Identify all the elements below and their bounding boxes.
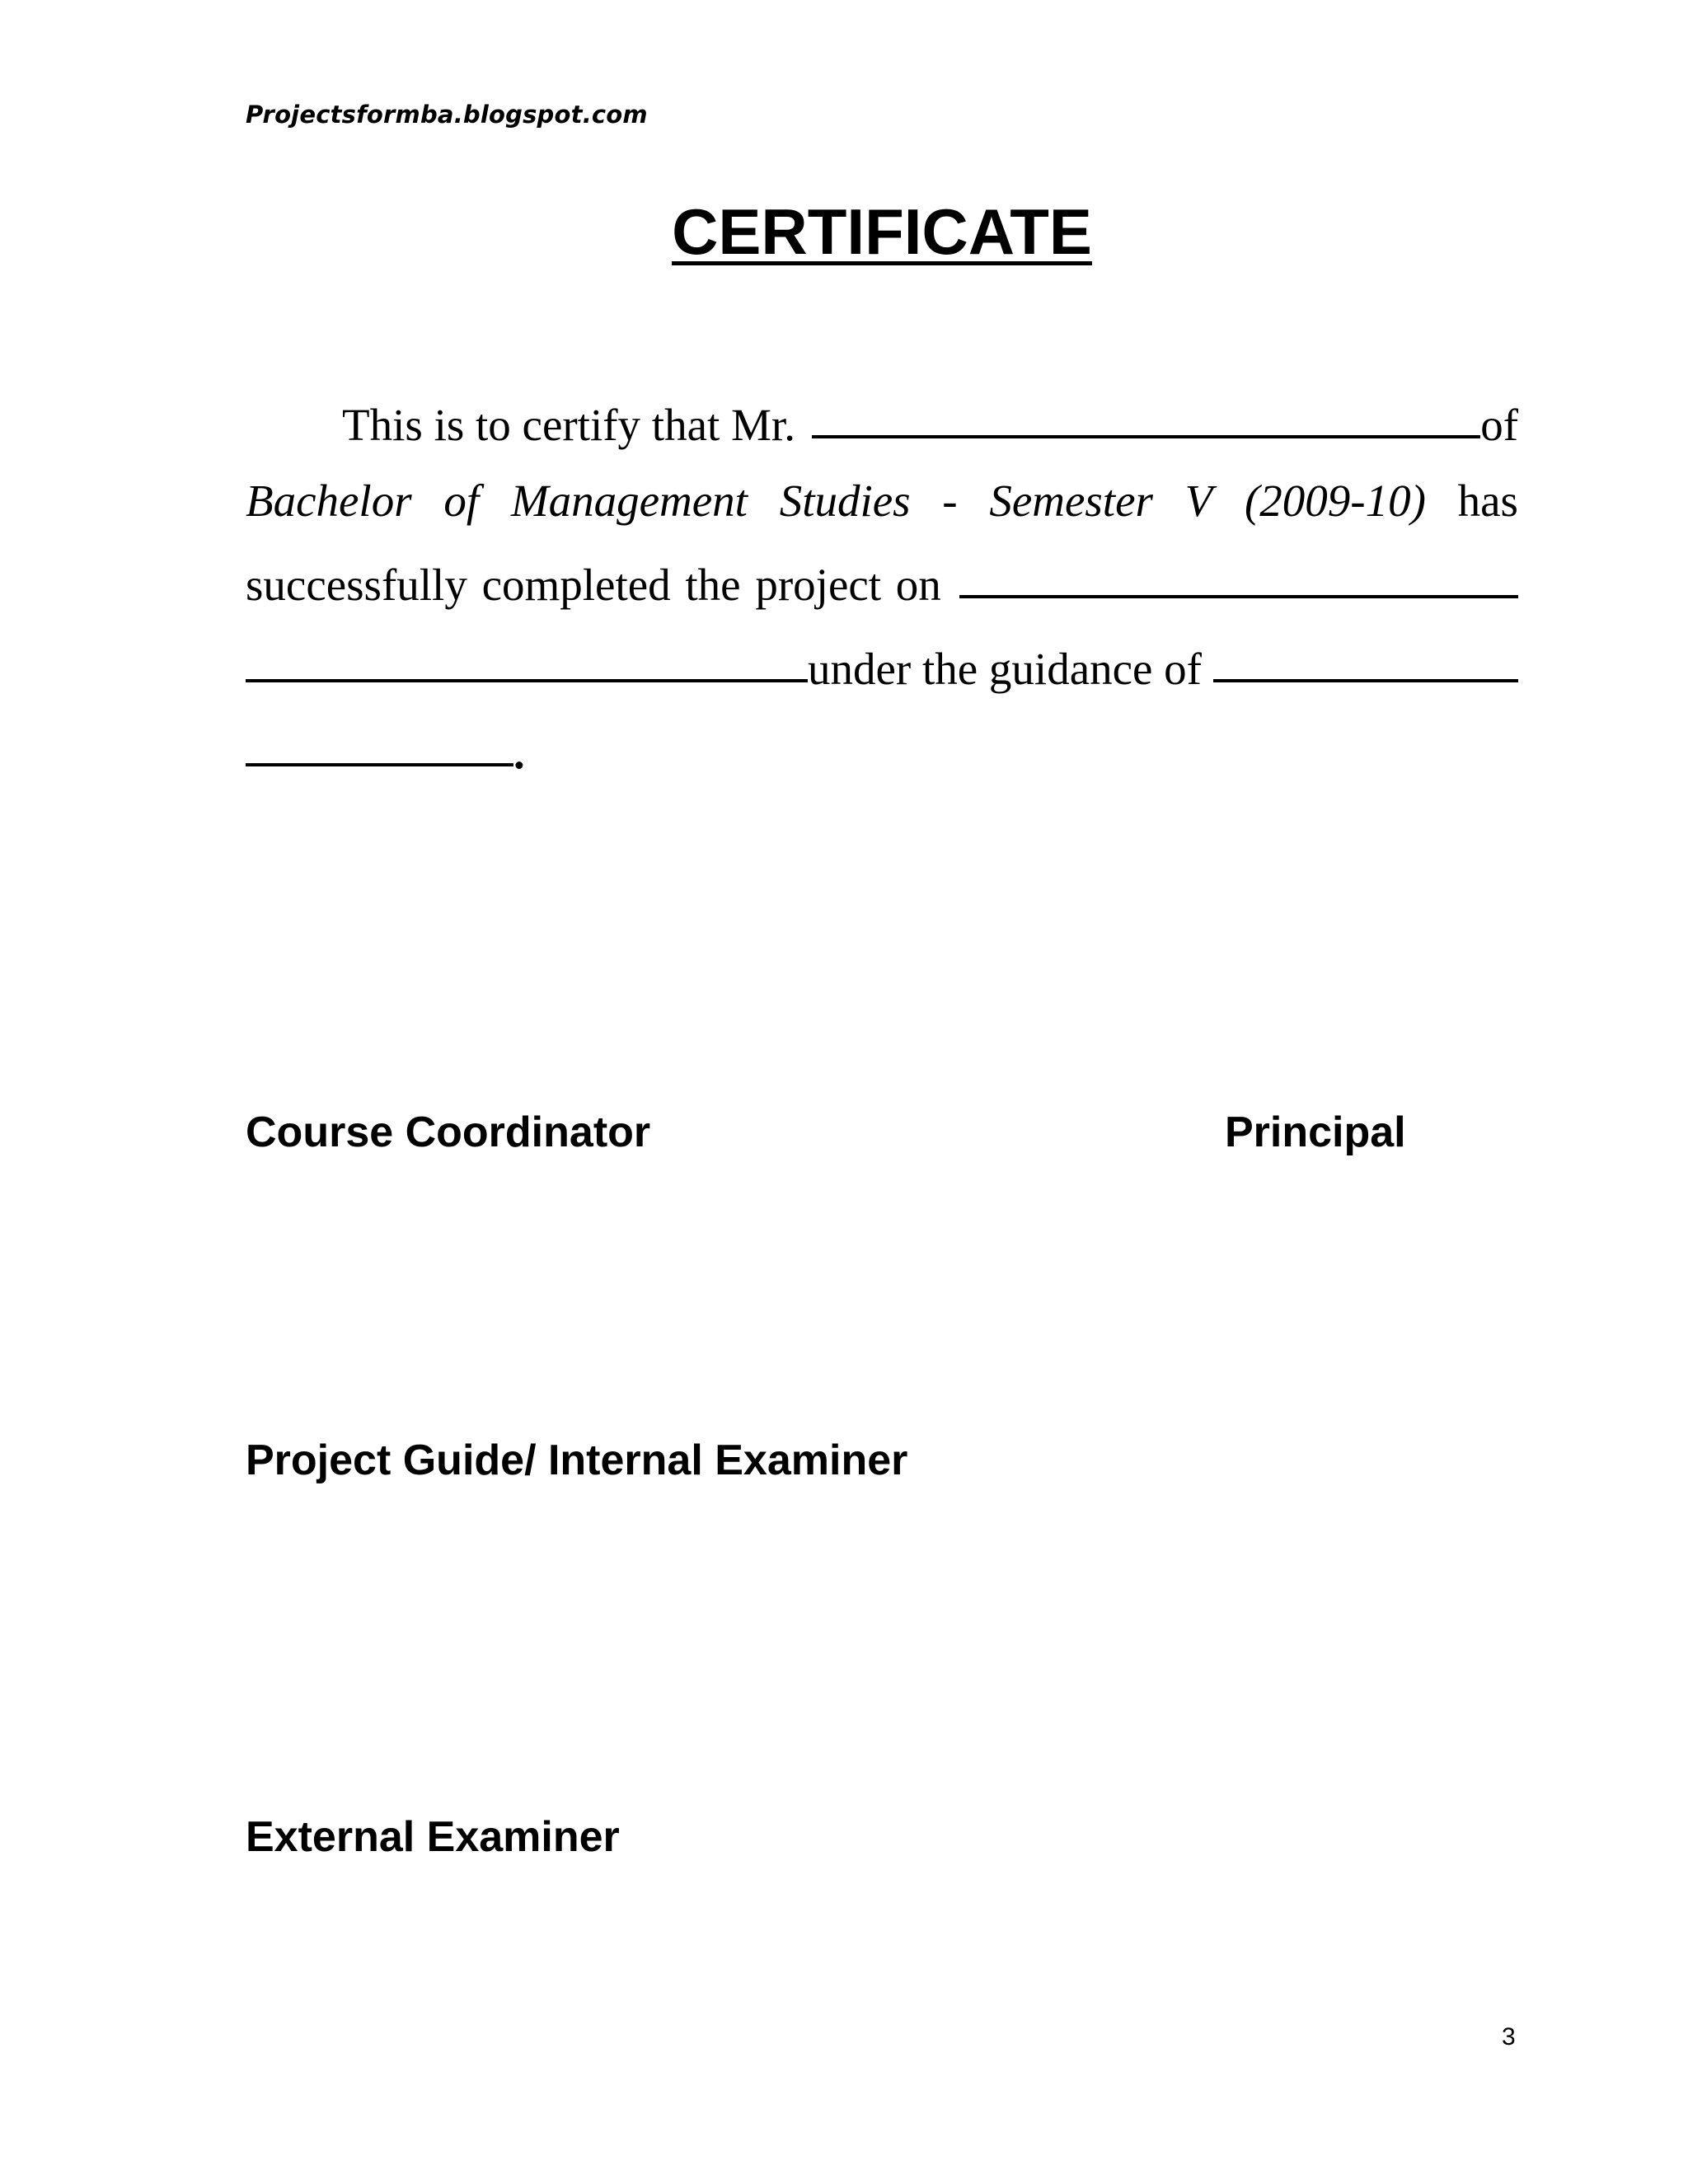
project-title-blank-continued bbox=[246, 676, 808, 682]
course-word: V bbox=[1184, 476, 1213, 526]
course-word: - bbox=[942, 476, 958, 526]
certify-line-2 bbox=[246, 476, 1518, 526]
project-prefix: successfully completed the project on bbox=[246, 560, 941, 610]
certify-line-3 bbox=[246, 560, 1518, 610]
course-word: (2009-10) bbox=[1244, 476, 1426, 526]
project-title-blank bbox=[959, 592, 1518, 598]
guide-name-blank bbox=[1213, 676, 1518, 682]
course-word: Management bbox=[510, 476, 748, 526]
certify-prefix: This is to certify that Mr. bbox=[342, 400, 795, 450]
principal-label: Principal bbox=[1225, 1108, 1406, 1156]
header-url: Projectsformba.blogspot.com bbox=[246, 101, 648, 129]
of-word: of bbox=[1480, 400, 1519, 450]
guidance-text: under the guidance of bbox=[808, 644, 1203, 694]
course-word: Studies bbox=[779, 476, 911, 526]
course-word: of bbox=[443, 476, 480, 526]
student-name-blank bbox=[812, 432, 1480, 438]
project-guide-label: Project Guide/ Internal Examiner bbox=[246, 1436, 908, 1484]
has-word: has bbox=[1457, 476, 1518, 526]
course-word: Bachelor bbox=[246, 476, 412, 526]
certify-line-5 bbox=[246, 730, 1518, 776]
certificate-title: CERTIFICATE bbox=[672, 195, 1092, 268]
course-coordinator-label: Course Coordinator bbox=[246, 1108, 651, 1156]
page-number: 3 bbox=[1502, 2023, 1516, 2050]
guide-name-blank-continued bbox=[246, 760, 513, 766]
period: . bbox=[513, 728, 525, 778]
external-examiner-label: External Examiner bbox=[246, 1813, 620, 1861]
certify-line-1 bbox=[246, 402, 1518, 448]
certify-line-4 bbox=[246, 644, 1518, 694]
course-word: Semester bbox=[989, 476, 1153, 526]
